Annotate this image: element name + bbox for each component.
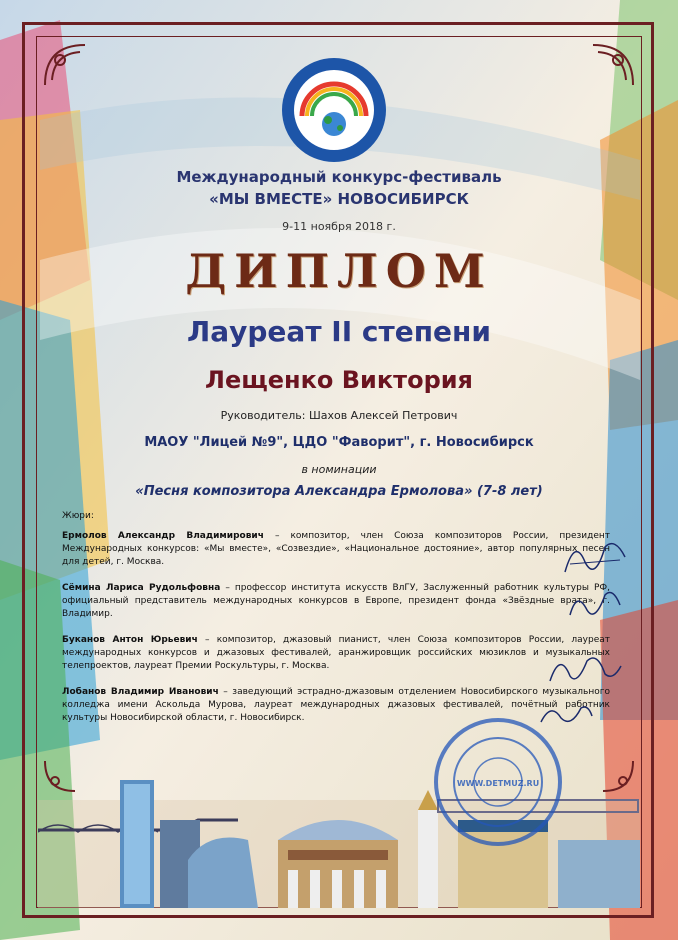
jury-member-name: Буканов Антон Юрьевич (62, 635, 198, 645)
leader-line: Руководитель: Шахов Алексей Петрович (220, 409, 458, 422)
corner-ornament-top-right (588, 40, 638, 90)
jury-member-desc: – профессор института искусств ВлГУ, Заслуженный работник культуры РФ, официальный представитель международных конкурсов в Европе, президент фонда «Звёздные врата», г. Владимир. (62, 583, 610, 619)
jury-member-name: Лобанов Владимир Иванович (62, 687, 219, 697)
organization-stamp (428, 712, 568, 852)
signature-2 (565, 585, 625, 625)
jury-title: Жюри: (62, 511, 94, 521)
participant-name: Лещенко Виктория (205, 366, 473, 394)
jury-member-name: Сёмина Лариса Рудольфовна (62, 583, 221, 593)
diploma-heading: ДИПЛОМ (185, 244, 493, 298)
signature-3 (545, 646, 625, 691)
signature-1 (560, 532, 630, 582)
school-line: МАОУ "Лицей №9", ЦДО "Фаворит", г. Новосибирск (144, 435, 534, 450)
festival-subtitle: «МЫ ВМЕСТЕ» НОВОСИБИРСК (209, 190, 469, 208)
jury-member-desc: – композитор, джазовый пианист, член Союза композиторов России, лауреат международных конкурсов и джазовых фестивалей, аранжировщик российских мюзиклов и музыкальных телепроектов, лауреат Премии Роскультуры, г. Москва. (62, 635, 611, 671)
jury-member-desc: – заведующий эстрадно-джазовым отделением Новосибирского музыкального колледжа имени Аскольда Мурова, лауреат международных джазовых фестивалей, почётный работник культуры Новосибирской области, г. Новосибирск. (62, 687, 610, 723)
jury-member-desc: – композитор, член Союза композиторов России, президент Международных конкурсов: «Мы вместе», «Созвездие», «Национальное достояние», автор популярных песен для детей, г. Москва. (62, 531, 610, 567)
nomination-label: в номинации (301, 463, 377, 476)
stamp-url: WWW.DETMUZ.RU (456, 779, 540, 788)
jury-member (62, 634, 610, 673)
festival-logo (278, 54, 390, 166)
award-degree: Лауреат II степени (186, 315, 491, 348)
jury-member-name: Ермолов Александр Владимирович (62, 531, 264, 541)
festival-title: Международный конкурс-фестиваль (176, 168, 502, 186)
jury-member (62, 530, 610, 569)
festival-dates: 9-11 ноября 2018 г. (282, 220, 396, 233)
corner-ornament-top-left (40, 40, 90, 90)
jury-member (62, 582, 610, 621)
nomination-title: «Песня композитора Александра Ермолова» (7-8 лет) (135, 484, 543, 499)
